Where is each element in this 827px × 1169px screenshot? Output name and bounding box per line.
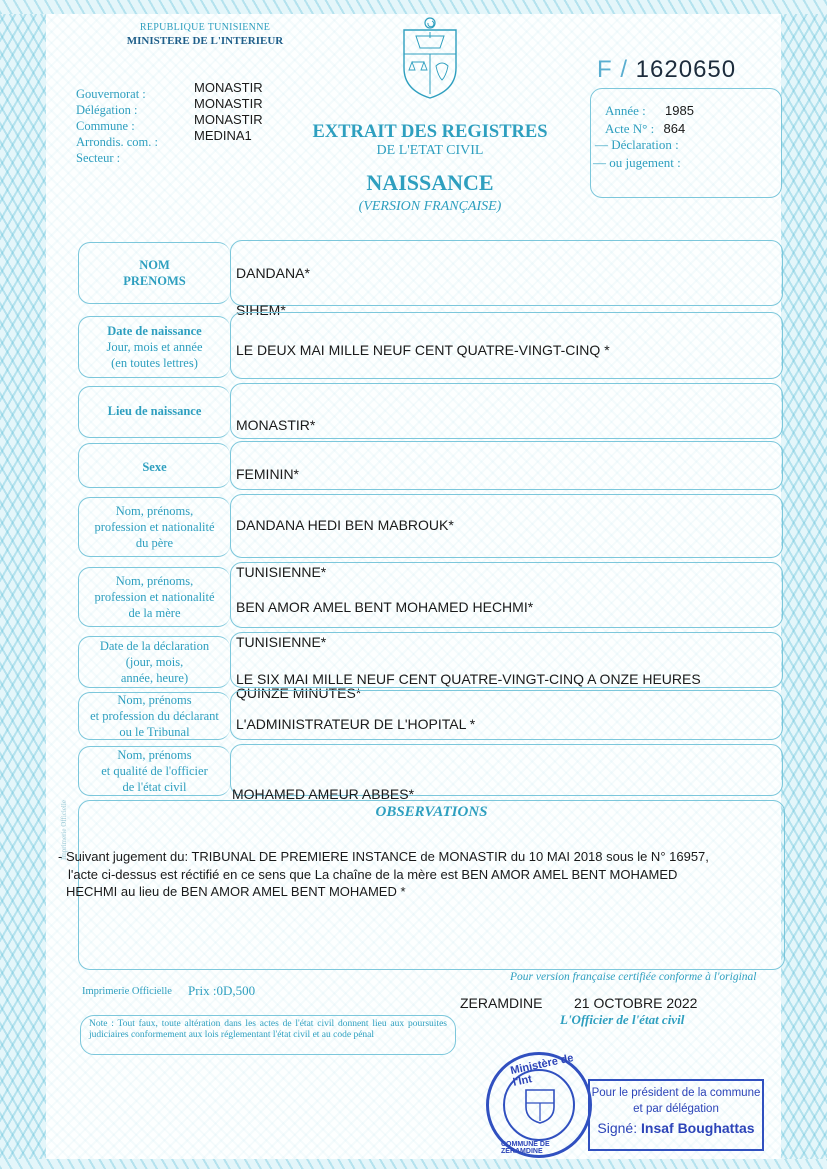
tunisia-emblem-icon	[398, 16, 462, 100]
observations-text	[58, 848, 758, 901]
declarant-label-1: Nom, prénoms	[117, 693, 192, 707]
nom-value: DANDANA*	[236, 265, 310, 281]
mere-label-1: Nom, prénoms,	[115, 574, 194, 588]
admin-labels	[76, 86, 158, 166]
pere-label-3: du père	[135, 536, 174, 550]
lieu-naissance-label	[78, 386, 230, 438]
sexe-label	[78, 443, 230, 488]
gouvernorat-value: MONASTIR	[194, 80, 263, 95]
date-naissance-label	[78, 316, 230, 378]
declaration-label-3: année, heure)	[120, 671, 189, 685]
date-naissance-label-1: Date de naissance	[107, 324, 202, 338]
jugement-label: — ou jugement :	[593, 155, 681, 170]
serial-number	[597, 56, 736, 84]
left-guilloche-border	[0, 0, 46, 1169]
legal-note: Note : Tout faux, toute altération dans les actes de l'état civil donnent lieu aux poursuites judiciaires conformement aux lois réglementant l'état civil et au code pénal	[80, 1015, 456, 1055]
declarant-label-2: et profession du déclarant	[90, 709, 219, 723]
price-label: Prix :0D,500	[188, 983, 256, 998]
side-imprint: Imprimerie Officielle	[60, 800, 68, 860]
observations-line-3: HECHMI au lieu de BEN AMOR AMEL BENT MOHAMED *	[66, 884, 406, 899]
lieu-value: MONASTIR*	[236, 417, 316, 433]
serial-prefix: F /	[597, 56, 628, 83]
gouvernorat-label: Gouvernorat :	[76, 87, 146, 101]
pere-label-2: profession et nationalité	[94, 520, 215, 534]
top-guilloche-border	[0, 0, 827, 14]
registry-box	[590, 88, 782, 198]
title-etat-civil: DE L'ETAT CIVIL	[376, 143, 484, 158]
nom-label: NOM	[139, 258, 170, 272]
mere-label-3: de la mère	[128, 606, 181, 620]
ministry-label: MINISTERE DE L'INTERIEUR	[126, 35, 284, 47]
officier-value: MOHAMED AMEUR ABBES*	[232, 786, 415, 802]
declarant-field	[230, 690, 783, 740]
issue-place: ZERAMDINE	[460, 995, 543, 1011]
pere-label	[78, 497, 230, 557]
officier-label	[78, 746, 230, 796]
declaration-date-label	[78, 636, 230, 688]
declarant-value: L'ADMINISTRATEUR DE L'HOPITAL *	[236, 716, 476, 732]
officer-title: L'Officier de l'état civil	[560, 1012, 685, 1027]
mere-field	[230, 562, 783, 628]
stamp-signature	[590, 1120, 762, 1136]
stamp-line-1: Pour le président de la commune	[591, 1087, 761, 1099]
officier-label-1: Nom, prénoms	[117, 748, 192, 762]
prenoms-label: PRENOMS	[123, 274, 186, 288]
annee-value: 1985	[665, 103, 694, 118]
observations-line-1: - Suivant jugement du: TRIBUNAL DE PREMIERE INSTANCE de MONASTIR du 10 MAI 2018 sous le N° 16957,	[58, 849, 709, 864]
stamp-line-2: et par délégation	[633, 1103, 719, 1115]
bottom-guilloche-border	[0, 1159, 827, 1169]
sexe-label-text: Sexe	[142, 460, 167, 474]
nom-prenoms-label	[78, 242, 230, 304]
issue-date: 21 OCTOBRE 2022	[574, 995, 698, 1011]
title-extrait: EXTRAIT DES REGISTRES	[312, 122, 548, 142]
arrondissement-value: MEDINA1	[194, 128, 252, 143]
title-naissance: NAISSANCE	[366, 170, 494, 195]
nom-prenoms-field	[230, 240, 783, 306]
stamp-emblem-icon	[523, 1087, 557, 1125]
officier-label-2: et qualité de l'officier	[101, 764, 208, 778]
stamp-signe-label: Signé:	[597, 1120, 638, 1136]
declaration-label-1: Date de la déclaration	[99, 639, 210, 653]
round-stamp-bottom: COMMUNE DE ZERAMDINE	[501, 1141, 550, 1155]
lieu-label: Lieu de naissance	[107, 404, 202, 418]
delegation-value: MONASTIR	[194, 96, 263, 111]
delegation-label: Délégation :	[76, 103, 138, 117]
title-version: (VERSION FRANÇAISE)	[358, 199, 502, 214]
declarant-label-3: ou le Tribunal	[119, 725, 190, 739]
commune-value: MONASTIR	[194, 112, 263, 127]
acte-label: Acte N° :	[605, 121, 655, 136]
sexe-field	[230, 441, 783, 490]
acte-value: 864	[663, 121, 686, 136]
officier-label-3: de l'état civil	[122, 780, 187, 794]
mere-label-2: profession et nationalité	[94, 590, 215, 604]
arrondissement-label: Arrondis. com. :	[76, 135, 158, 149]
declarant-label	[78, 692, 230, 740]
secteur-label: Secteur :	[76, 151, 121, 165]
republic-label: REPUBLIQUE TUNISIENNE	[139, 22, 271, 33]
date-naissance-value: LE DEUX MAI MILLE NEUF CENT QUATRE-VINGT-CINQ *	[236, 342, 610, 358]
prenoms-value: SIHEM*	[236, 302, 286, 318]
observations-line-2: l'acte ci-dessus est réctifié en ce sens que La chaîne de la mère est BEN AMOR AMEL BENT MOHAMED	[68, 866, 678, 882]
annee-line	[605, 103, 694, 119]
pere-nationalite: TUNISIENNE*	[236, 564, 327, 580]
pere-value: DANDANA HEDI BEN MABROUK*	[236, 517, 454, 533]
certified-copy-note: Pour version française certifiée conforme à l'original	[510, 971, 757, 983]
declaration-label: — Déclaration :	[595, 137, 679, 152]
commune-label: Commune :	[76, 119, 135, 133]
acte-line	[605, 121, 685, 137]
pere-label-1: Nom, prénoms,	[115, 504, 194, 518]
admin-values	[194, 80, 263, 144]
imprimerie-label: Imprimerie Officielle	[82, 986, 172, 997]
sexe-value: FEMININ*	[236, 466, 299, 482]
mere-value: BEN AMOR AMEL BENT MOHAMED HECHMI*	[236, 599, 534, 615]
right-guilloche-border	[781, 0, 827, 1169]
serial-value: 1620650	[635, 56, 737, 83]
round-stamp-text: Ministère de l'Int	[509, 1052, 575, 1089]
stamp-signer-name: Insaf Boughattas	[641, 1120, 755, 1136]
declaration-label-2: (jour, mois,	[125, 655, 184, 669]
annee-label: Année :	[605, 103, 646, 118]
date-naissance-label-2: Jour, mois et année	[106, 340, 203, 354]
signature-stamp	[588, 1079, 764, 1151]
date-naissance-label-3: (en toutes lettres)	[111, 356, 198, 370]
mere-label	[78, 567, 230, 627]
observations-title: OBSERVATIONS	[375, 804, 488, 820]
declaration-value-2: QUINZE MINUTES*	[236, 685, 362, 701]
round-stamp	[486, 1052, 592, 1158]
mere-nationalite: TUNISIENNE*	[236, 634, 327, 650]
declaration-value-1: LE SIX MAI MILLE NEUF CENT QUATRE-VINGT-CINQ A ONZE HEURES	[236, 671, 701, 687]
